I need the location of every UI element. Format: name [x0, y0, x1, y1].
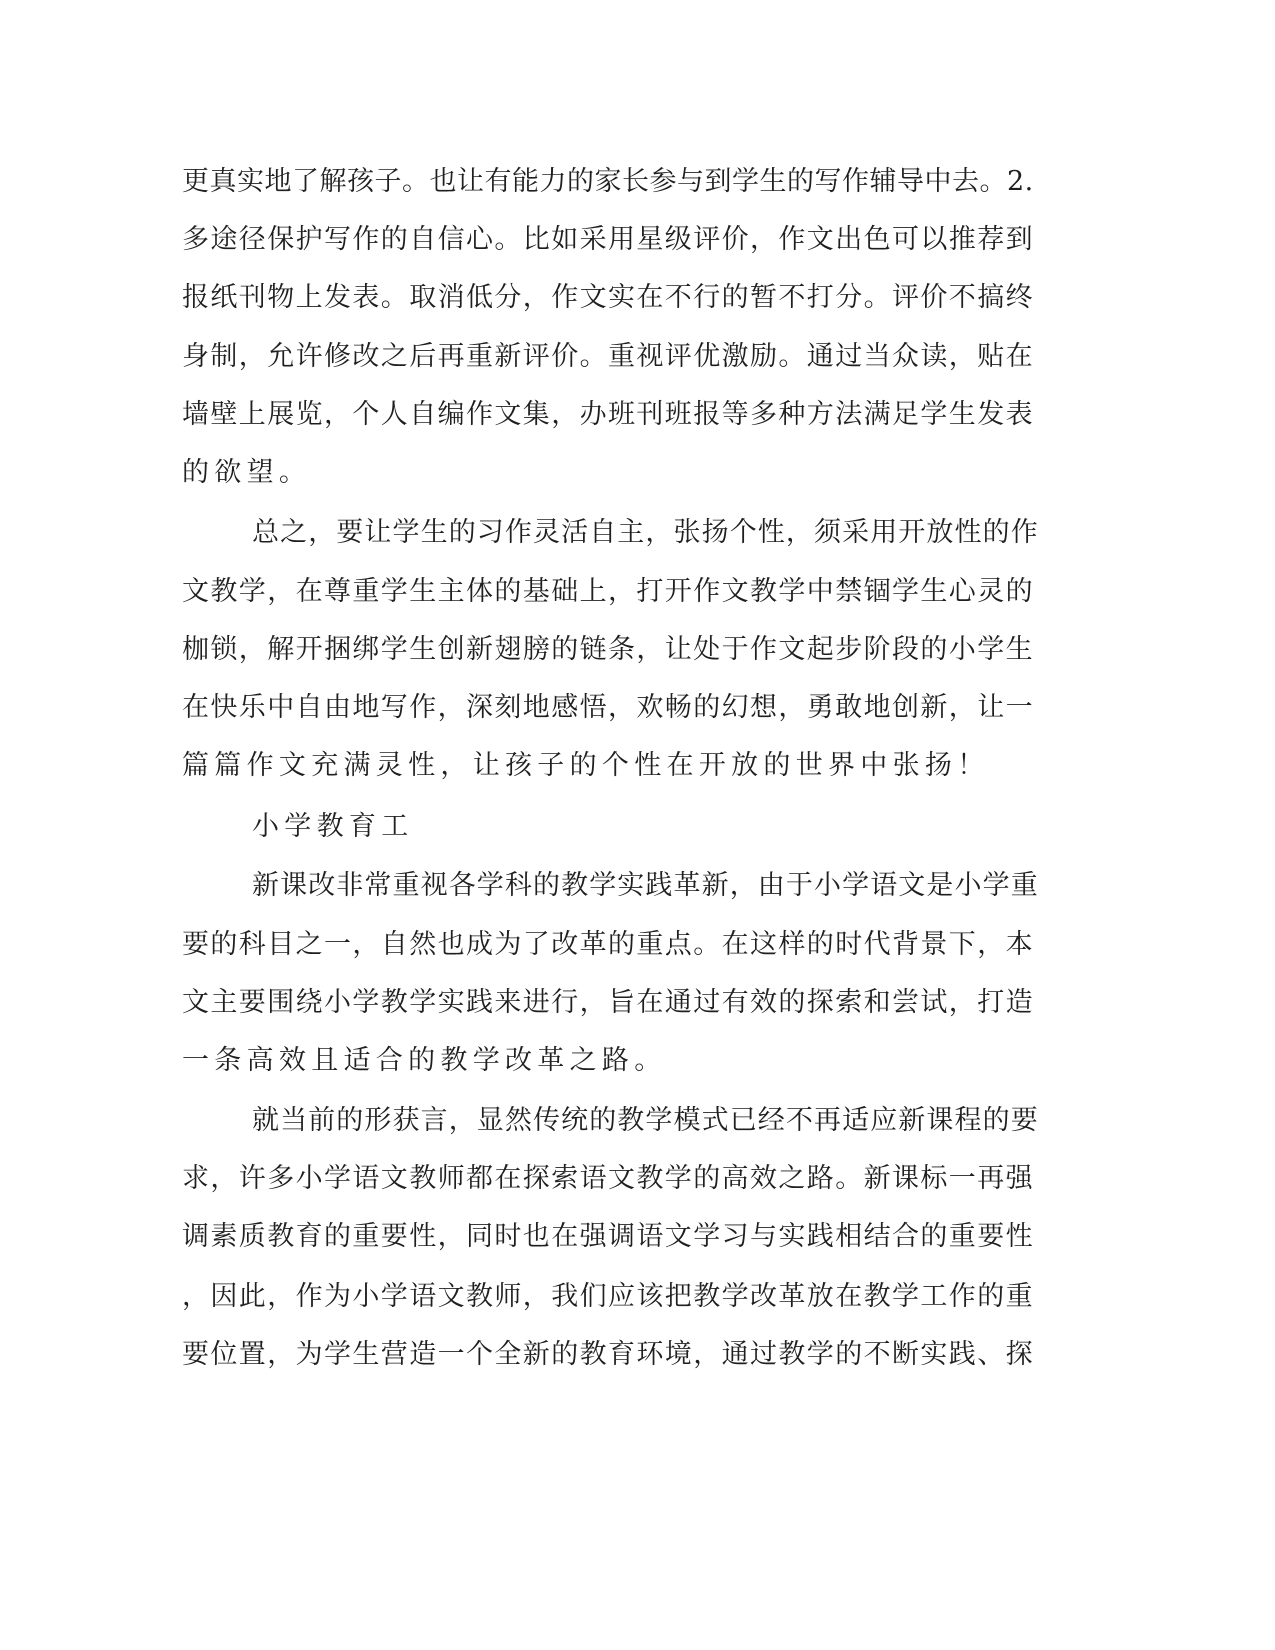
- text-line: 的欲望。: [182, 457, 312, 488]
- text-line: 多途径保护写作的自信心。比如采用星级评价，作文出色可以推荐到: [182, 224, 1034, 255]
- text-line: 要位置，为学生营造一个全新的教育环境，通过教学的不断实践、探: [182, 1339, 1034, 1370]
- text-line: 文教学，在尊重学生主体的基础上，打开作文教学中禁锢学生心灵的: [182, 576, 1034, 607]
- paragraph-first-line: 新课改非常重视各学科的教学实践革新，由于小学语文是小学重: [252, 870, 1039, 901]
- paragraph-first-line: 就当前的形获言，显然传统的教学模式已经不再适应新课程的要: [252, 1105, 1039, 1136]
- text-line: 一条高效且适合的教学改革之路。: [182, 1045, 667, 1076]
- text-line: 墙壁上展览，个人自编作文集，办班刊班报等多种方法满足学生发表: [182, 399, 1034, 430]
- text-line: ，因此，作为小学语文教师，我们应该把教学改革放在教学工作的重: [182, 1281, 1034, 1312]
- text-line: 报纸刊物上发表。取消低分，作文实在不行的暂不打分。评价不搞终: [182, 282, 1034, 313]
- text-line: 在快乐中自由地写作，深刻地感悟，欢畅的幻想，勇敢地创新，让一: [182, 692, 1034, 723]
- text-line: 要的科目之一，自然也成为了改革的重点。在这样的时代背景下，本: [182, 929, 1034, 960]
- section-heading: 小学教育工: [252, 811, 414, 842]
- text-line: 身制，允许修改之后再重新评价。重视评优激励。通过当众读，贴在: [182, 341, 1034, 372]
- text-line: 枷锁，解开捆绑学生创新翅膀的链条，让处于作文起步阶段的小学生: [182, 634, 1034, 665]
- text-line: 篇篇作文充满灵性，让孩子的个性在开放的世界中张扬！: [182, 750, 990, 781]
- text-line: 调素质教育的重要性，同时也在强调语文学习与实践相结合的重要性: [182, 1221, 1034, 1252]
- text-line: 求，许多小学语文教师都在探索语文教学的高效之路。新课标一再强: [182, 1163, 1034, 1194]
- text-line: 文主要围绕小学教学实践来进行，旨在通过有效的探索和尝试，打造: [182, 987, 1034, 1018]
- text-line: 更真实地了解孩子。也让有能力的家长参与到学生的写作辅导中去。2.: [182, 166, 1034, 197]
- paragraph-first-line: 总之，要让学生的习作灵活自主，张扬个性，须采用开放性的作: [252, 517, 1039, 548]
